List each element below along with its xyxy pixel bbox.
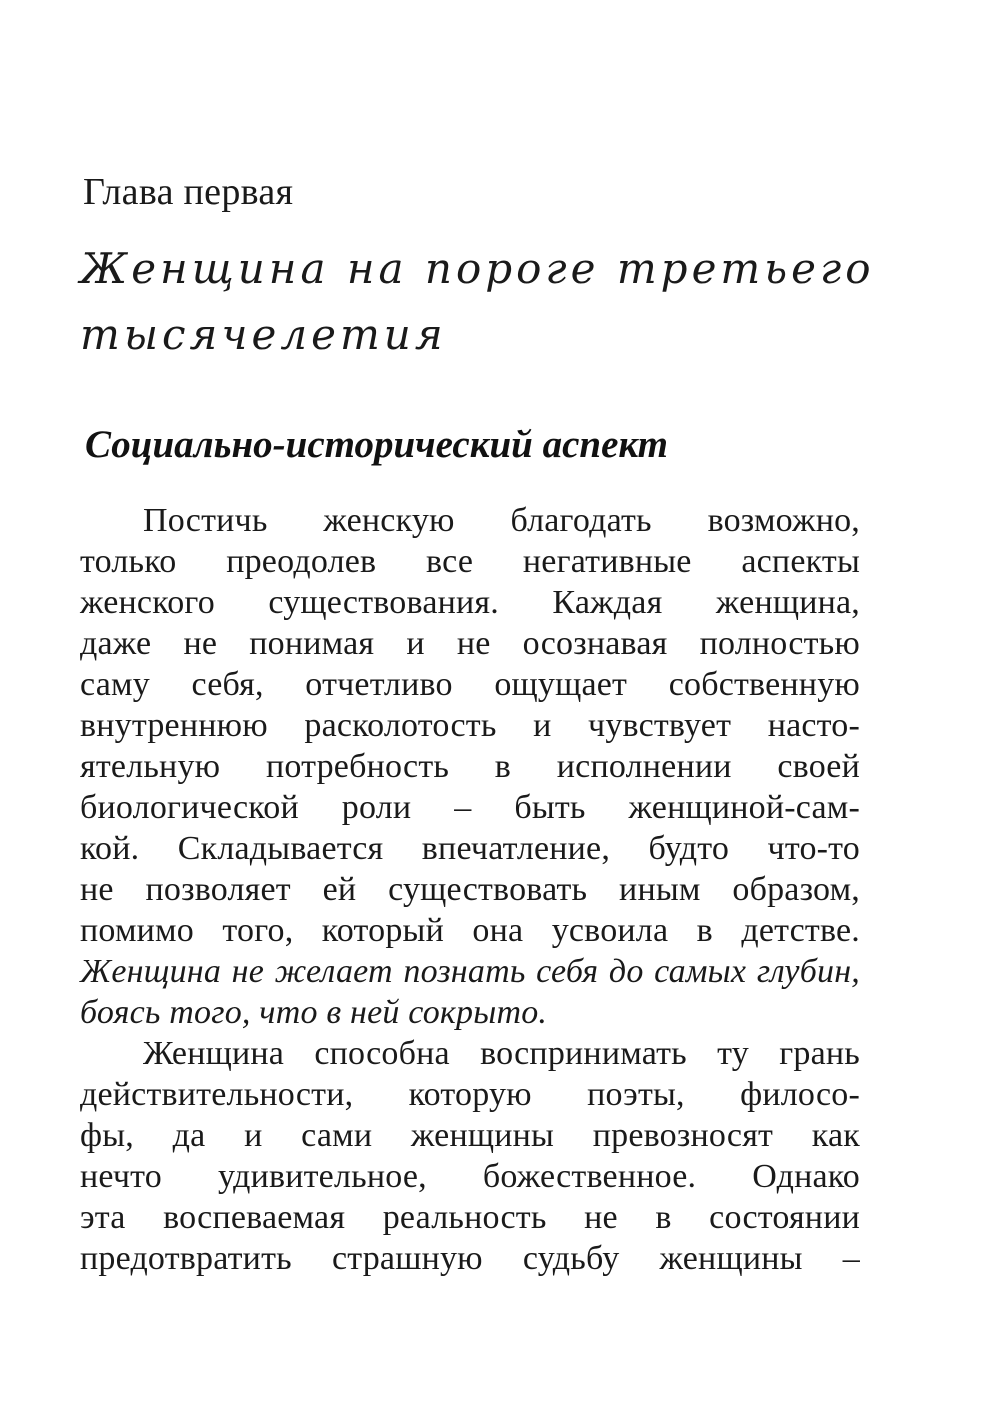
text-line: Женщина способна воспринимать ту грань: [143, 1035, 860, 1072]
text-line: действительности, которую поэты, филосо-: [80, 1076, 860, 1113]
text-line: саму себя, отчетливо ощущает собственную: [80, 666, 860, 703]
italic-text-line: боясь того, что в ней сокрыто.: [80, 994, 548, 1031]
text-line: кой. Складывается впечатление, будто что-то: [80, 830, 860, 867]
text-line: не позволяет ей существовать иным образом,: [80, 871, 860, 908]
chapter-title-line: тысячелетия: [80, 310, 447, 359]
chapter-title-line: Женщина на пороге третьего: [80, 244, 875, 293]
italic-text-line: Женщина не желает познать себя до самых глубин,: [80, 953, 860, 990]
text-line: только преодолев все негативные аспекты: [80, 543, 860, 580]
chapter-label: Глава первая: [83, 171, 294, 213]
text-line: биологической роли – быть женщиной-сам-: [80, 789, 860, 826]
body-text: [80, 500, 860, 1279]
text-line: ятельную потребность в исполнении своей: [80, 748, 860, 785]
text-line: внутреннюю расколотость и чувствует насто-: [80, 707, 860, 744]
text-line: помимо того, который она усвоила в детстве.: [80, 912, 860, 949]
text-line: предотвратить страшную судьбу женщины –: [80, 1240, 860, 1277]
section-heading: Социально-исторический аспект: [85, 423, 669, 466]
text-line: эта воспеваемая реальность не в состоянии: [80, 1199, 860, 1236]
chapter-title: [80, 236, 875, 368]
text-line: нечто удивительное, божественное. Однако: [80, 1158, 860, 1195]
text-line: Постичь женскую благодать возможно,: [143, 502, 860, 539]
text-line: даже не понимая и не осознавая полностью: [80, 625, 860, 662]
text-line: женского существования. Каждая женщина,: [80, 584, 860, 621]
text-line: фы, да и сами женщины превозносят как: [80, 1117, 860, 1154]
